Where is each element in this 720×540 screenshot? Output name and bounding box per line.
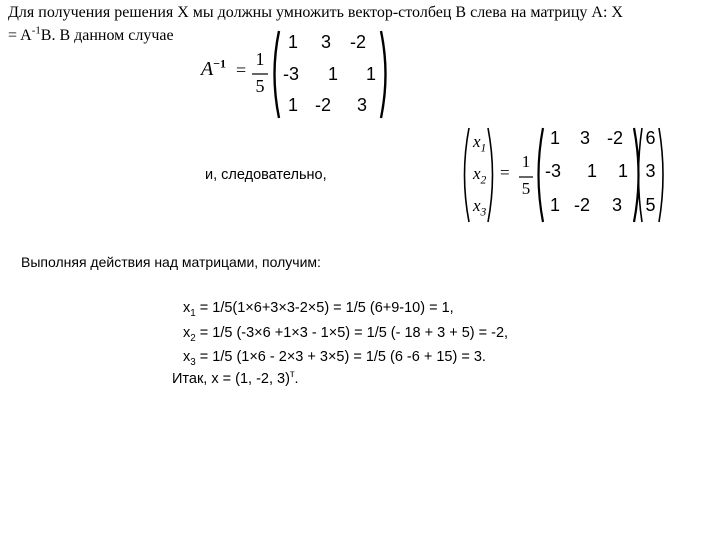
and-therefore-text: и, следовательно, bbox=[205, 167, 327, 183]
x-vector-left-bracket bbox=[465, 128, 470, 222]
x-symbol: x bbox=[473, 196, 481, 215]
equation-row bbox=[183, 325, 509, 344]
equation-row bbox=[183, 349, 486, 368]
intro-line-1: Для получения решения X мы должны умножить вектор-столбец B слева на матрицу A: X bbox=[8, 4, 623, 21]
equation-var: x bbox=[183, 325, 191, 341]
x-entry bbox=[473, 132, 487, 155]
solution-frac-num: 1 bbox=[521, 152, 531, 171]
solution-cell: 1 bbox=[549, 128, 560, 148]
intro-line-2-post: B. В данном случае bbox=[40, 27, 174, 44]
inverse-frac-num: 1 bbox=[255, 49, 265, 69]
x-symbol: x bbox=[473, 132, 481, 151]
inverse-cell: 1 bbox=[287, 32, 298, 52]
performing-text: Выполняя действия над матрицами, получим: bbox=[21, 254, 321, 270]
equation-sub: 1 bbox=[190, 307, 196, 319]
solution-frac-den: 5 bbox=[521, 179, 531, 198]
conclusion bbox=[172, 371, 298, 387]
x-symbol: x bbox=[473, 164, 481, 183]
x-vector-right-bracket bbox=[488, 128, 493, 222]
inverse-lhs-symbol: A bbox=[201, 58, 214, 80]
b-vector-cell: 3 bbox=[645, 161, 656, 181]
x-sub: 3 bbox=[480, 205, 487, 219]
inverse-cell: 3 bbox=[320, 32, 331, 52]
inverse-cell: -2 bbox=[349, 32, 366, 52]
inverse-cell: 1 bbox=[365, 64, 376, 84]
solution-cell: 3 bbox=[579, 128, 590, 148]
inverse-lhs-sup: −1 bbox=[213, 56, 227, 71]
equation-sub: 2 bbox=[190, 332, 196, 344]
equation-var: x bbox=[183, 300, 191, 316]
solution-cell: 1 bbox=[549, 195, 560, 215]
x-sub: 2 bbox=[480, 173, 487, 187]
inverse-cell: -3 bbox=[282, 64, 299, 84]
conclusion-sup: т bbox=[289, 369, 295, 381]
solution-cell: -2 bbox=[606, 128, 623, 148]
b-vector-cell: 5 bbox=[645, 195, 656, 215]
inverse-frac-den: 5 bbox=[255, 76, 265, 96]
x-sub: 1 bbox=[480, 141, 487, 155]
equation-row bbox=[183, 300, 454, 319]
equation-var: x bbox=[183, 349, 191, 365]
equation-rest: = 1/5 (1×6 - 2×3 + 3×5) = 1/5 (6 -6 + 15) = 3. bbox=[195, 349, 486, 365]
solution-cell: 1 bbox=[586, 161, 597, 181]
x-entry bbox=[473, 164, 487, 187]
inverse-cell: -2 bbox=[314, 95, 331, 115]
solution-cell: 3 bbox=[611, 195, 622, 215]
intro-line-2-pre: = A bbox=[8, 27, 32, 44]
solution-cell: -2 bbox=[573, 195, 590, 215]
solution-equals: = bbox=[500, 163, 510, 182]
x-entry bbox=[473, 196, 487, 219]
inverse-cell: 3 bbox=[356, 95, 367, 115]
solution-cell: 1 bbox=[617, 161, 628, 181]
equation-sub: 3 bbox=[190, 356, 196, 368]
inverse-equals: = bbox=[236, 60, 247, 80]
inverse-cell: 1 bbox=[287, 95, 298, 115]
equation-rest: = 1/5 (-3×6 +1×3 - 1×5) = 1/5 (- 18 + 3 + 5) = -2, bbox=[195, 325, 509, 341]
equation-rest: = 1/5(1×6+3×3-2×5) = 1/5 (6+9-10) = 1, bbox=[195, 300, 454, 316]
inverse-cell: 1 bbox=[327, 64, 338, 84]
intro-line-2-sup: -1 bbox=[31, 24, 41, 37]
conclusion-end: . bbox=[294, 371, 299, 387]
b-vector-cell: 6 bbox=[645, 128, 656, 148]
b-vector-right-bracket bbox=[659, 128, 663, 222]
conclusion-text: Итак, x = (1, -2, 3) bbox=[172, 371, 290, 387]
solution-cell: -3 bbox=[544, 161, 561, 181]
